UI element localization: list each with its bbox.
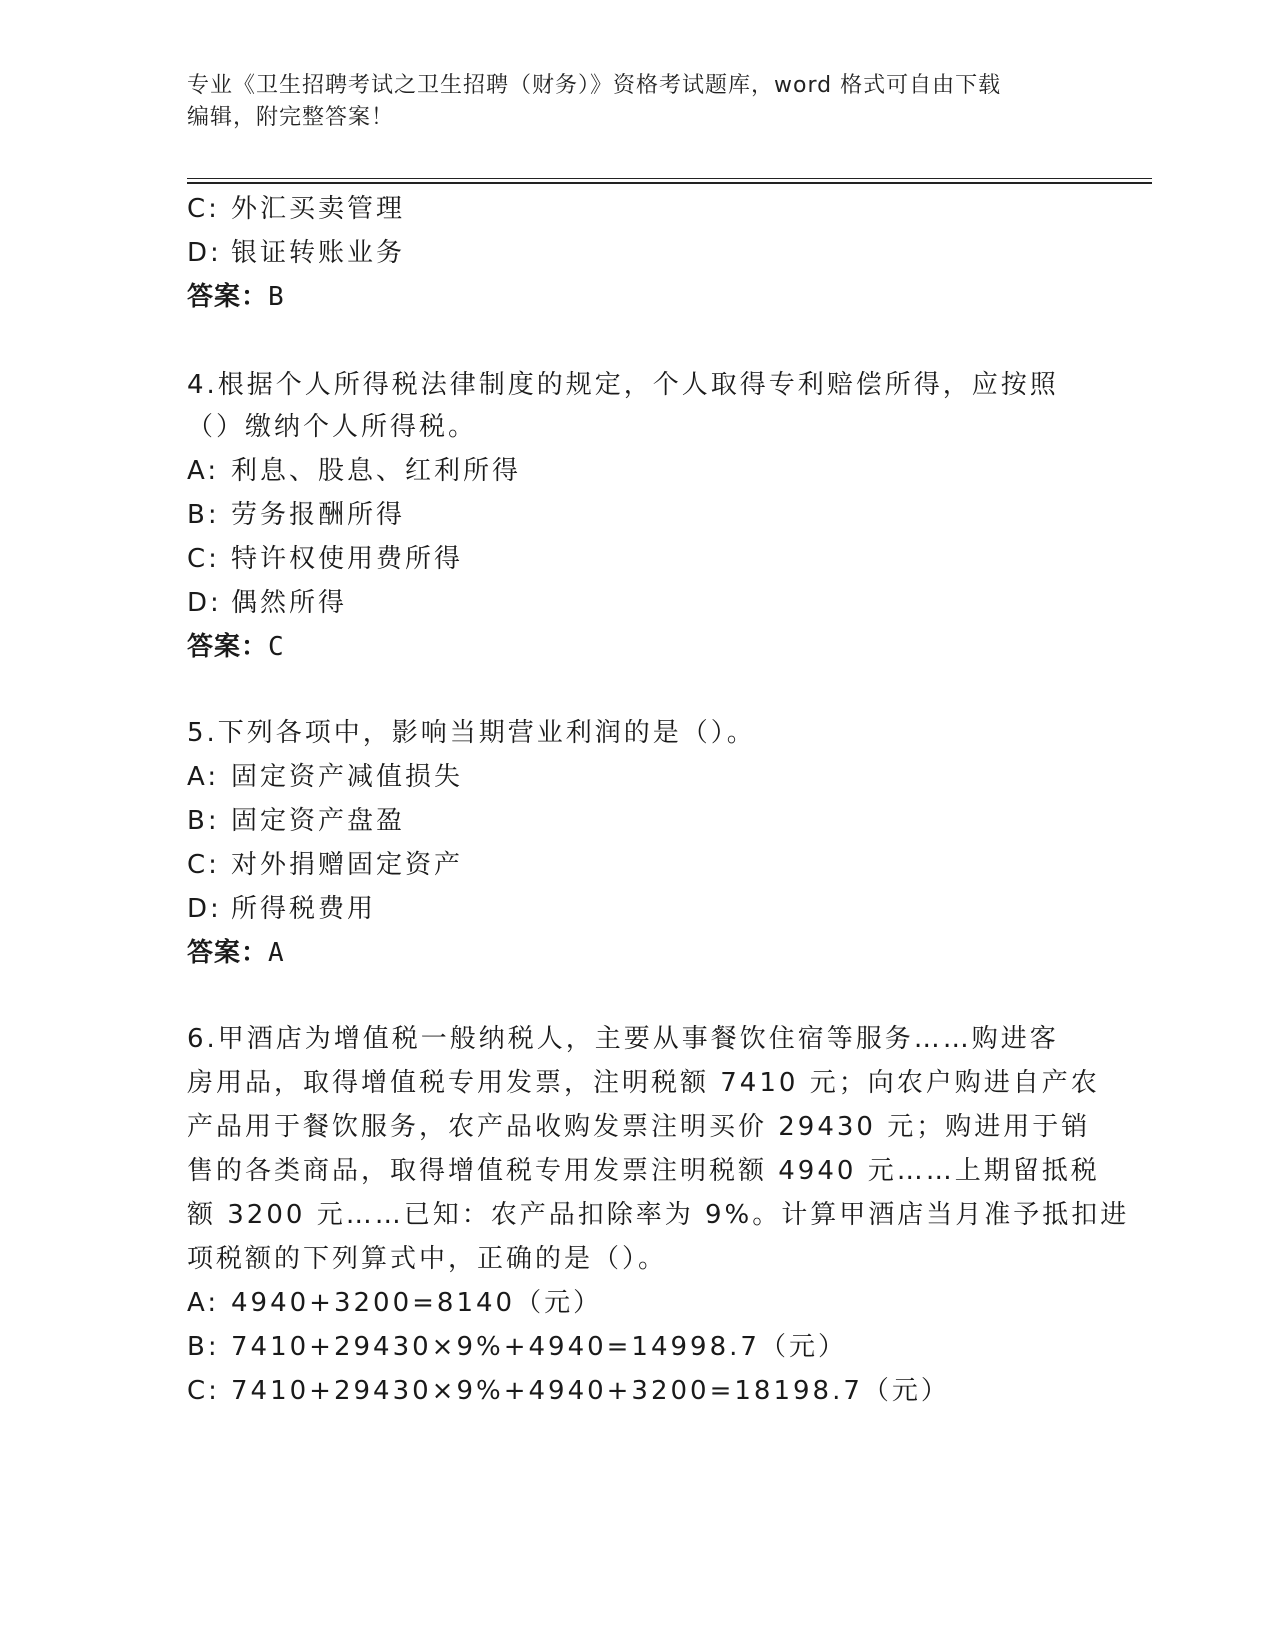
- option-label: A:: [187, 762, 220, 792]
- q6-stem-line-4: 售的各类商品，取得增值税专用发票注明税额 4940 元……上期留抵税: [187, 1156, 1100, 1186]
- q6-stem-line-6: 项税额的下列算式中，正确的是（）。: [187, 1244, 668, 1274]
- q6-stem-line-5: 额 3200 元……已知：农产品扣除率为 9%。计算甲酒店当月准予抵扣进: [187, 1200, 1130, 1230]
- q4-answer: [187, 626, 285, 663]
- option-label: D:: [187, 894, 222, 924]
- option-text: 银证转账业务: [231, 238, 406, 268]
- q5-answer: [187, 932, 285, 969]
- header-line-2: 编辑，附完整答案！: [187, 105, 395, 130]
- q4-option-c: [187, 538, 463, 575]
- option-text: 对外捐赠固定资产: [231, 850, 464, 880]
- option-text: 7410+29430×9%+4940+3200=18198.7（元）: [231, 1376, 950, 1406]
- answer-label: 答案：: [187, 282, 269, 312]
- q5-option-d: [187, 888, 376, 925]
- option-text: 利息、股息、红利所得: [231, 456, 522, 486]
- answer-value: C: [268, 632, 285, 662]
- q4-stem-line-1: 4.根据个人所得税法律制度的规定，个人取得专利赔偿所得，应按照: [187, 370, 1059, 400]
- q4-option-d: [187, 582, 347, 619]
- option-label: C:: [187, 1376, 220, 1406]
- option-text: 外汇买卖管理: [231, 194, 406, 224]
- option-text: 7410+29430×9%+4940=14998.7（元）: [231, 1332, 847, 1362]
- option-label: C:: [187, 850, 220, 880]
- option-label: C:: [187, 194, 220, 224]
- q3-answer: [187, 276, 285, 313]
- option-label: B:: [187, 1332, 220, 1362]
- option-text: 所得税费用: [231, 894, 377, 924]
- answer-value: A: [268, 938, 285, 968]
- header-divider-thin: [187, 178, 1152, 179]
- q4-option-b: [187, 494, 405, 531]
- q6-stem-line-3: 产品用于餐饮服务，农产品收购发票注明买价 29430 元；购进用于销: [187, 1112, 1091, 1142]
- option-label: A:: [187, 456, 220, 486]
- q3-option-d: [187, 232, 405, 269]
- q3-option-c: [187, 188, 405, 225]
- answer-label: 答案：: [187, 938, 269, 968]
- q5-option-b: [187, 800, 405, 837]
- option-label: D:: [187, 588, 222, 618]
- q6-option-b: [187, 1326, 847, 1363]
- option-text: 劳务报酬所得: [231, 500, 406, 530]
- q6-option-c: [187, 1370, 950, 1407]
- option-text: 特许权使用费所得: [231, 544, 464, 574]
- q6-option-a: [187, 1282, 602, 1319]
- header-line-1: 专业《卫生招聘考试之卫生招聘（财务）》资格考试题库，word 格式可自由下载: [187, 73, 1002, 98]
- option-text: 偶然所得: [231, 588, 348, 618]
- option-label: A:: [187, 1288, 220, 1318]
- q4-option-a: [187, 450, 521, 487]
- answer-value: B: [268, 282, 285, 312]
- q6-stem-line-1: 6.甲酒店为增值税一般纳税人，主要从事餐饮住宿等服务……购进客: [187, 1024, 1059, 1054]
- q5-stem: 5.下列各项中，影响当期营业利润的是（）。: [187, 718, 756, 748]
- option-label: B:: [187, 806, 220, 836]
- option-text: 固定资产减值损失: [231, 762, 464, 792]
- q5-option-c: [187, 844, 463, 881]
- option-label: C:: [187, 544, 220, 574]
- option-label: B:: [187, 500, 220, 530]
- header-divider-thick: [187, 182, 1152, 184]
- q4-stem-line-2: （）缴纳个人所得税。: [187, 412, 478, 442]
- option-label: D:: [187, 238, 222, 268]
- answer-label: 答案：: [187, 632, 269, 662]
- option-text: 固定资产盘盈: [231, 806, 406, 836]
- option-text: 4940+3200=8140（元）: [231, 1288, 603, 1318]
- document-header: [187, 70, 1087, 134]
- q6-stem-line-2: 房用品，取得增值税专用发票，注明税额 7410 元；向农户购进自产农: [187, 1068, 1100, 1098]
- q5-option-a: [187, 756, 463, 793]
